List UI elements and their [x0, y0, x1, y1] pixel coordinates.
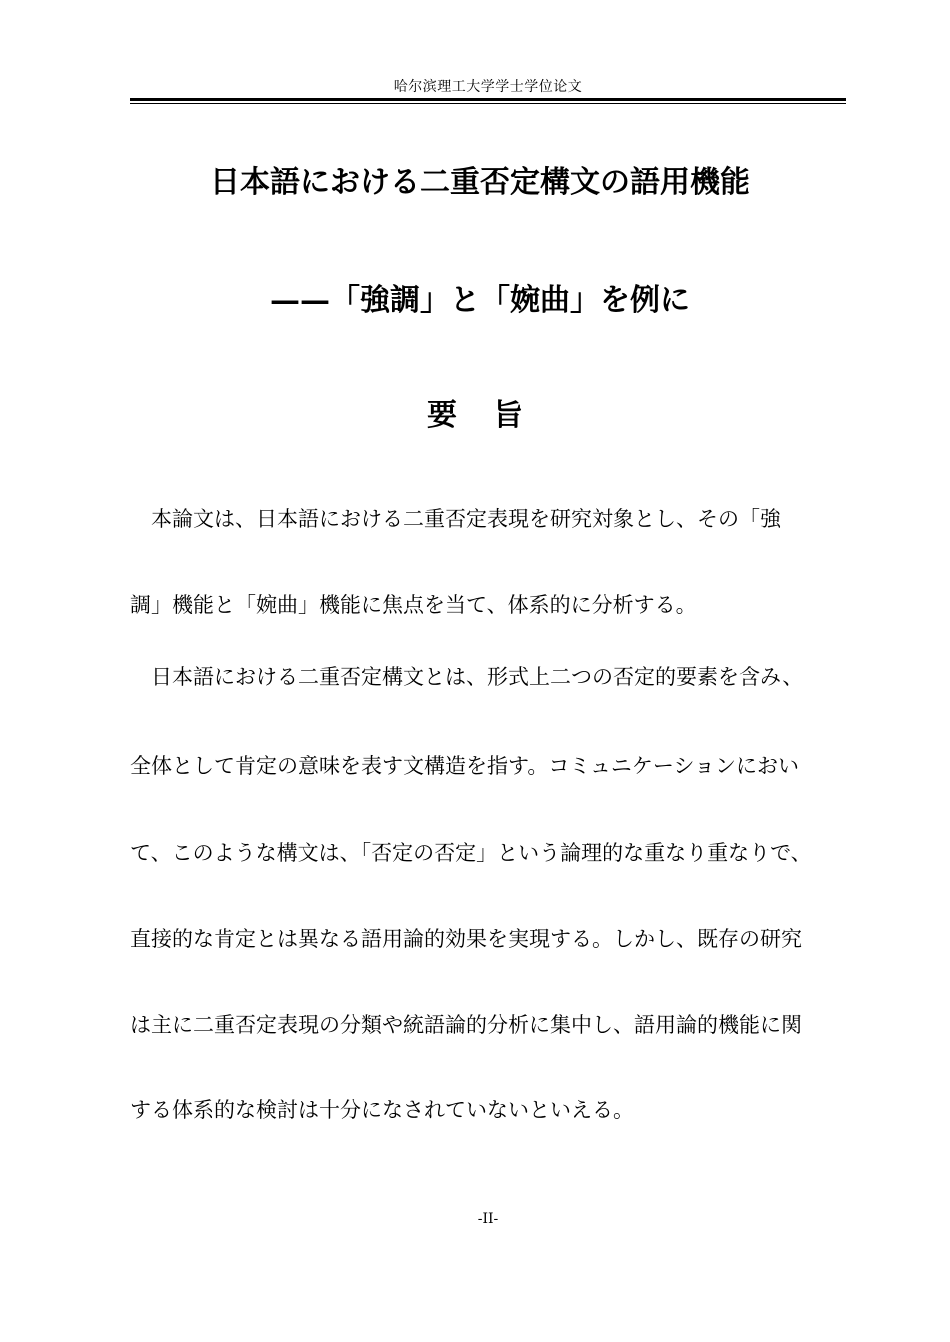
body-line-7: は主に二重否定表現の分類や統語論的分析に集中し、語用論的機能に関	[130, 1013, 802, 1037]
thesis-subtitle: ——「強調」と「婉曲」を例に	[270, 283, 690, 318]
header-rule-thin	[130, 103, 846, 104]
header-rule-thick	[130, 98, 846, 101]
abstract-heading: 要旨	[427, 398, 559, 433]
body-line-8: する体系的な検討は十分になされていないといえる。	[130, 1098, 634, 1122]
body-line-1: 本論文は、日本語における二重否定表現を研究対象とし、その「強	[130, 507, 781, 531]
page-number: -II-	[477, 1211, 499, 1227]
thesis-title: 日本語における二重否定構文の語用機能	[210, 165, 750, 200]
body-line-3: 日本語における二重否定構文とは、形式上二つの否定的要素を含み、	[130, 665, 804, 689]
body-line-2: 調」機能と「婉曲」機能に焦点を当て、体系的に分析する。	[130, 593, 697, 617]
body-line-4: 全体として肯定の意味を表す文構造を指す。コミュニケーションにおい	[130, 754, 800, 778]
body-line-5: て、このような構文は、「否定の否定」という論理的な重なり重なりで、	[130, 841, 812, 865]
body-line-6: 直接的な肯定とは異なる語用論的効果を実現する。しかし、既存の研究	[130, 927, 802, 951]
running-header: 哈尔滨理工大学学士学位论文	[393, 79, 583, 95]
